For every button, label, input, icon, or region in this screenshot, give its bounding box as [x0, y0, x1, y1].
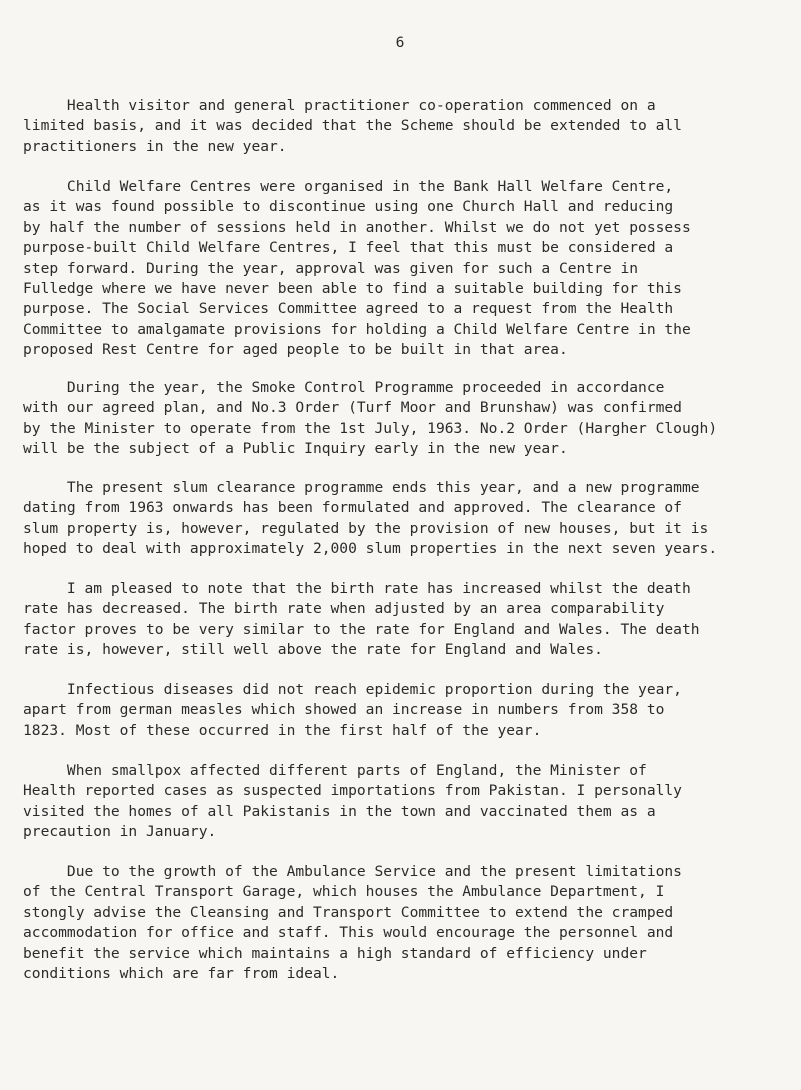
text-line: conditions which are far from ideal.: [23, 965, 340, 983]
text-line: practitioners in the new year.: [23, 137, 287, 155]
paragraph-smoke-control: [23, 378, 793, 460]
text-line: stongly advise the Cleansing and Transport Committee to extend the cramped: [23, 903, 674, 921]
paragraph-ambulance-service: [23, 862, 793, 984]
text-line: purpose-built Child Welfare Centres, I feel that this must be considered a: [23, 239, 674, 257]
text-line: of the Central Transport Garage, which houses the Ambulance Department, I: [23, 883, 665, 901]
text-line: hoped to deal with approximately 2,000 slum properties in the next seven years.: [23, 540, 718, 558]
text-line: The present slum clearance programme ends this year, and a new programme: [23, 479, 700, 496]
text-line: Fulledge where we have never been able to find a suitable building for this: [23, 280, 682, 298]
text-line: Health reported cases as suspected importations from Pakistan. I personally: [23, 782, 682, 800]
paragraph-health-visitor: [23, 96, 793, 157]
text-line: rate is, however, still well above the rate for England and Wales.: [23, 641, 603, 659]
text-line: with our agreed plan, and No.3 Order (Turf Moor and Brunshaw) was confirmed: [23, 399, 682, 417]
text-line: purpose. The Social Services Committee agreed to a request from the Health: [23, 300, 674, 318]
paragraph-slum-clearance: [23, 478, 793, 560]
text-line: factor proves to be very similar to the rate for England and Wales. The death: [23, 620, 700, 638]
text-line: proposed Rest Centre for aged people to be built in that area.: [23, 341, 568, 359]
text-line: accommodation for office and staff. This would encourage the personnel and: [23, 924, 674, 942]
text-line: will be the subject of a Public Inquiry early in the new year.: [23, 440, 568, 458]
text-line: limited basis, and it was decided that the Scheme should be extended to all: [23, 117, 682, 135]
text-line: Child Welfare Centres were organised in the Bank Hall Welfare Centre,: [23, 178, 674, 195]
text-line: I am pleased to note that the birth rate has increased whilst the death: [23, 580, 691, 597]
paragraph-birth-rate: [23, 579, 793, 661]
text-line: When smallpox affected different parts of England, the Minister of: [23, 762, 647, 779]
paragraph-child-welfare: [23, 177, 793, 361]
text-line: dating from 1963 onwards has been formulated and approved. The clearance of: [23, 499, 682, 517]
paragraph-infectious-diseases: [23, 680, 793, 741]
text-line: 1823. Most of these occurred in the first half of the year.: [23, 721, 542, 739]
text-line: Due to the growth of the Ambulance Service and the present limitations: [23, 863, 682, 880]
text-line: precaution in January.: [23, 823, 217, 841]
text-line: slum property is, however, regulated by the provision of new houses, but it is: [23, 519, 709, 537]
text-line: Infectious diseases did not reach epidemic proportion during the year,: [23, 681, 682, 698]
page-number: 6: [395, 34, 405, 51]
text-line: rate has decreased. The birth rate when adjusted by an area comparability: [23, 600, 665, 618]
text-line: Committee to amalgamate provisions for holding a Child Welfare Centre in the: [23, 320, 691, 338]
text-line: benefit the service which maintains a high standard of efficiency under: [23, 944, 647, 962]
text-line: step forward. During the year, approval was given for such a Centre in: [23, 259, 639, 277]
text-line: During the year, the Smoke Control Programme proceeded in accordance: [23, 379, 665, 396]
text-line: as it was found possible to discontinue using one Church Hall and reducing: [23, 198, 674, 216]
text-line: by the Minister to operate from the 1st July, 1963. No.2 Order (Hargher Clough): [23, 419, 718, 437]
text-line: apart from german measles which showed an increase in numbers from 358 to: [23, 701, 665, 719]
paragraph-smallpox: [23, 761, 793, 843]
text-line: Health visitor and general practitioner co-operation commenced on a: [23, 97, 656, 114]
text-line: visited the homes of all Pakistanis in the town and vaccinated them as a: [23, 802, 656, 820]
text-line: by half the number of sessions held in another. Whilst we do not yet possess: [23, 218, 691, 236]
